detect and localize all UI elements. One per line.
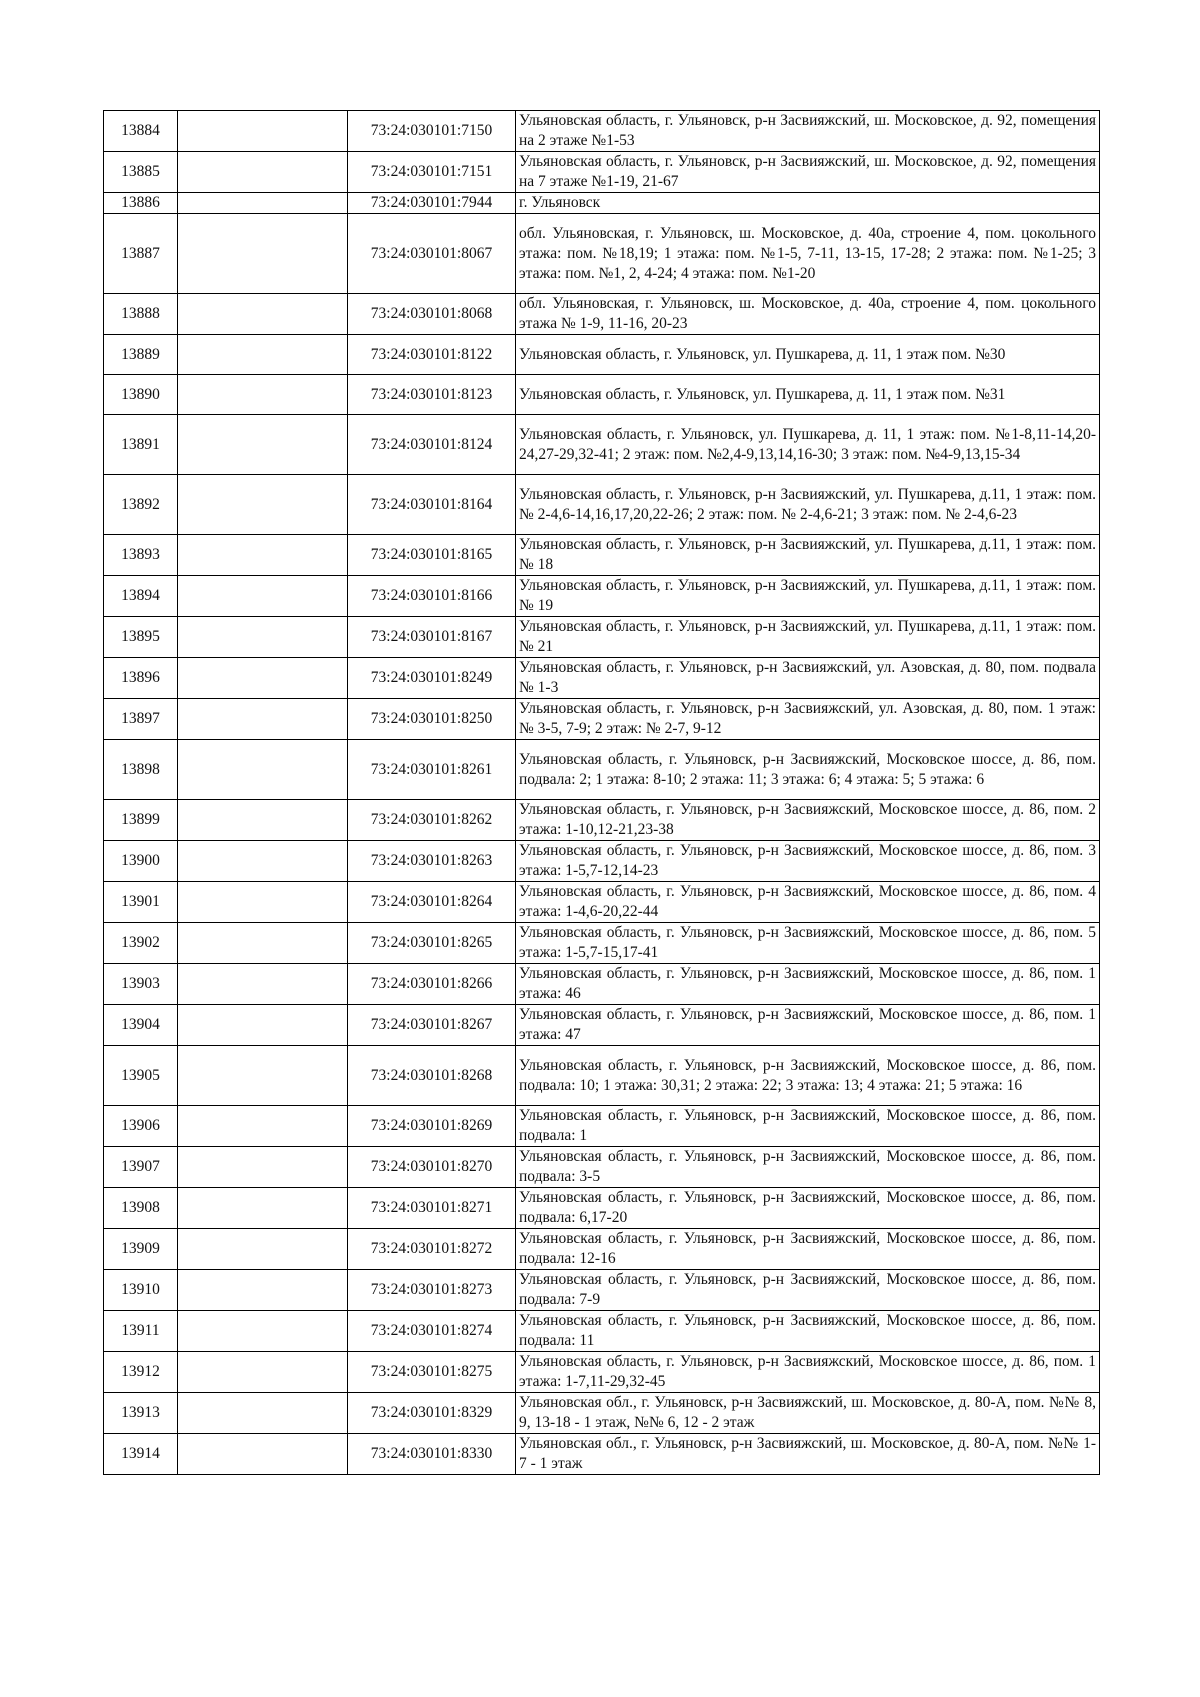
- object-name: [178, 1188, 348, 1229]
- row-number: 13884: [104, 111, 178, 152]
- object-address: Ульяновская область, г. Ульяновск, р-н Засвияжский, ш. Московское, д. 92, помещения на 7 этаже №1-19, 21-67: [516, 152, 1100, 193]
- object-address: Ульяновская область, г. Ульяновск, р-н Засвияжский, Московское шоссе, д. 86, пом. 4 этажа: 1-4,6-20,22-44: [516, 882, 1100, 923]
- table-row: [104, 152, 1100, 193]
- object-name: [178, 475, 348, 535]
- object-name: [178, 699, 348, 740]
- object-name: [178, 152, 348, 193]
- row-number: 13888: [104, 294, 178, 335]
- cadastral-number: 73:24:030101:8167: [348, 617, 516, 658]
- table-row: [104, 882, 1100, 923]
- property-table: [103, 110, 1100, 1475]
- object-address: Ульяновская область, г. Ульяновск, р-н Засвияжский, Московское шоссе, д. 86, пом. подвала: 2; 1 этажа: 8-10; 2 этажа: 11; 3 этажа: 6; 4 этажа: 5; 5 этажа: 6: [516, 740, 1100, 800]
- table-row: [104, 658, 1100, 699]
- object-name: [178, 882, 348, 923]
- object-name: [178, 1270, 348, 1311]
- row-number: 13897: [104, 699, 178, 740]
- cadastral-number: 73:24:030101:8273: [348, 1270, 516, 1311]
- table-row: [104, 1005, 1100, 1046]
- cadastral-number: 73:24:030101:8124: [348, 415, 516, 475]
- object-address: Ульяновская область, г. Ульяновск, р-н Засвияжский, Московское шоссе, д. 86, пом. 1 этажа: 46: [516, 964, 1100, 1005]
- object-name: [178, 1311, 348, 1352]
- row-number: 13913: [104, 1393, 178, 1434]
- cadastral-number: 73:24:030101:8165: [348, 535, 516, 576]
- cadastral-number: 73:24:030101:8067: [348, 214, 516, 294]
- object-address: Ульяновская область, г. Ульяновск, р-н Засвияжский, ул. Пушкарева, д.11, 1 этаж: пом. № 21: [516, 617, 1100, 658]
- cadastral-number: 73:24:030101:8262: [348, 800, 516, 841]
- table-row: [104, 1147, 1100, 1188]
- table-row: [104, 923, 1100, 964]
- object-name: [178, 375, 348, 415]
- row-number: 13901: [104, 882, 178, 923]
- row-number: 13900: [104, 841, 178, 882]
- cadastral-number: 73:24:030101:8068: [348, 294, 516, 335]
- object-address: обл. Ульяновская, г. Ульяновск, ш. Московское, д. 40а, строение 4, пом. цокольного этажа: пом. №18,19; 1 этажа: пом. №1-5, 7-11, 13-15, 17-28; 2 этажа: пом. №1-25; 3 этажа: пом. №1, 2, 4-24; 4 этажа: пом. №1-20: [516, 214, 1100, 294]
- object-name: [178, 335, 348, 375]
- cadastral-number: 73:24:030101:8266: [348, 964, 516, 1005]
- cadastral-number: 73:24:030101:8275: [348, 1352, 516, 1393]
- cadastral-number: 73:24:030101:8166: [348, 576, 516, 617]
- object-address: г. Ульяновск: [516, 193, 1100, 214]
- object-name: [178, 1229, 348, 1270]
- table-row: [104, 1434, 1100, 1475]
- row-number: 13885: [104, 152, 178, 193]
- object-address: Ульяновская область, г. Ульяновск, р-н Засвияжский, ул. Азовская, д. 80, пом. подвала № 1-3: [516, 658, 1100, 699]
- object-address: Ульяновская область, г. Ульяновск, р-н Засвияжский, ул. Пушкарева, д.11, 1 этаж: пом. № 2-4,6-14,16,17,20,22-26; 2 этаж: пом. № 2-4,6-21; 3 этаж: пом. № 2-4,6-23: [516, 475, 1100, 535]
- table-row: [104, 1393, 1100, 1434]
- row-number: 13896: [104, 658, 178, 699]
- object-name: [178, 658, 348, 699]
- object-name: [178, 964, 348, 1005]
- cadastral-number: 73:24:030101:7944: [348, 193, 516, 214]
- row-number: 13899: [104, 800, 178, 841]
- object-name: [178, 294, 348, 335]
- row-number: 13911: [104, 1311, 178, 1352]
- object-address: Ульяновская область, г. Ульяновск, р-н Засвияжский, ул. Азовская, д. 80, пом. 1 этаж: № 3-5, 7-9; 2 этаж: № 2-7, 9-12: [516, 699, 1100, 740]
- cadastral-number: 73:24:030101:8123: [348, 375, 516, 415]
- cadastral-number: 73:24:030101:8272: [348, 1229, 516, 1270]
- object-address: Ульяновская область, г. Ульяновск, ул. Пушкарева, д. 11, 1 этаж: пом. №1-8,11-14,20-24,27-29,32-41; 2 этаж: пом. №2,4-9,13,14,16-30; 3 этаж: пом. №4-9,13,15-34: [516, 415, 1100, 475]
- object-name: [178, 923, 348, 964]
- object-name: [178, 576, 348, 617]
- table-row: [104, 800, 1100, 841]
- object-name: [178, 193, 348, 214]
- table-row: [104, 1188, 1100, 1229]
- row-number: 13904: [104, 1005, 178, 1046]
- object-name: [178, 1393, 348, 1434]
- table-row: [104, 841, 1100, 882]
- table-body: [104, 111, 1100, 1475]
- table-row: [104, 415, 1100, 475]
- object-name: [178, 1106, 348, 1147]
- table-row: [104, 294, 1100, 335]
- table-row: [104, 335, 1100, 375]
- object-name: [178, 214, 348, 294]
- object-address: Ульяновская область, г. Ульяновск, р-н Засвияжский, ул. Пушкарева, д.11, 1 этаж: пом. № 18: [516, 535, 1100, 576]
- row-number: 13898: [104, 740, 178, 800]
- object-name: [178, 111, 348, 152]
- table-row: [104, 375, 1100, 415]
- row-number: 13889: [104, 335, 178, 375]
- object-address: Ульяновская область, г. Ульяновск, р-н Засвияжский, Московское шоссе, д. 86, пом. подвала: 11: [516, 1311, 1100, 1352]
- object-name: [178, 740, 348, 800]
- object-name: [178, 1352, 348, 1393]
- table-row: [104, 1106, 1100, 1147]
- row-number: 13886: [104, 193, 178, 214]
- table-row: [104, 964, 1100, 1005]
- object-name: [178, 617, 348, 658]
- cadastral-number: 73:24:030101:8270: [348, 1147, 516, 1188]
- object-name: [178, 1046, 348, 1106]
- table-row: [104, 475, 1100, 535]
- cadastral-number: 73:24:030101:8329: [348, 1393, 516, 1434]
- row-number: 13906: [104, 1106, 178, 1147]
- table-row: [104, 699, 1100, 740]
- cadastral-number: 73:24:030101:7150: [348, 111, 516, 152]
- document-page: [103, 110, 1099, 1475]
- cadastral-number: 73:24:030101:8269: [348, 1106, 516, 1147]
- table-row: [104, 1229, 1100, 1270]
- object-name: [178, 1434, 348, 1475]
- cadastral-number: 73:24:030101:8261: [348, 740, 516, 800]
- object-address: Ульяновская обл., г. Ульяновск, р-н Засвияжский, ш. Московское, д. 80-А, пом. №№ 1-7 - 1 этаж: [516, 1434, 1100, 1475]
- cadastral-number: 73:24:030101:8271: [348, 1188, 516, 1229]
- cadastral-number: 73:24:030101:8267: [348, 1005, 516, 1046]
- table-row: [104, 1270, 1100, 1311]
- row-number: 13892: [104, 475, 178, 535]
- cadastral-number: 73:24:030101:8268: [348, 1046, 516, 1106]
- table-row: [104, 214, 1100, 294]
- object-address: Ульяновская область, г. Ульяновск, р-н Засвияжский, Московское шоссе, д. 86, пом. подвала: 3-5: [516, 1147, 1100, 1188]
- object-name: [178, 535, 348, 576]
- table-row: [104, 617, 1100, 658]
- object-name: [178, 841, 348, 882]
- table-row: [104, 1352, 1100, 1393]
- object-address: Ульяновская область, г. Ульяновск, р-н Засвияжский, Московское шоссе, д. 86, пом. подвала: 12-16: [516, 1229, 1100, 1270]
- object-address: Ульяновская область, г. Ульяновск, р-н Засвияжский, ш. Московское, д. 92, помещения на 2 этаже №1-53: [516, 111, 1100, 152]
- row-number: 13905: [104, 1046, 178, 1106]
- object-address: Ульяновская область, г. Ульяновск, ул. Пушкарева, д. 11, 1 этаж пом. №31: [516, 375, 1100, 415]
- row-number: 13902: [104, 923, 178, 964]
- object-address: Ульяновская область, г. Ульяновск, р-н Засвияжский, Московское шоссе, д. 86, пом. подвала: 7-9: [516, 1270, 1100, 1311]
- row-number: 13909: [104, 1229, 178, 1270]
- row-number: 13890: [104, 375, 178, 415]
- table-row: [104, 193, 1100, 214]
- cadastral-number: 73:24:030101:8250: [348, 699, 516, 740]
- object-address: Ульяновская область, г. Ульяновск, р-н Засвияжский, Московское шоссе, д. 86, пом. 1 этажа: 1-7,11-29,32-45: [516, 1352, 1100, 1393]
- cadastral-number: 73:24:030101:7151: [348, 152, 516, 193]
- table-row: [104, 535, 1100, 576]
- object-address: Ульяновская область, г. Ульяновск, р-н Засвияжский, ул. Пушкарева, д.11, 1 этаж: пом. № 19: [516, 576, 1100, 617]
- object-address: Ульяновская область, г. Ульяновск, р-н Засвияжский, Московское шоссе, д. 86, пом. подвала: 1: [516, 1106, 1100, 1147]
- cadastral-number: 73:24:030101:8274: [348, 1311, 516, 1352]
- cadastral-number: 73:24:030101:8122: [348, 335, 516, 375]
- object-address: Ульяновская область, г. Ульяновск, р-н Засвияжский, Московское шоссе, д. 86, пом. 1 этажа: 47: [516, 1005, 1100, 1046]
- object-address: Ульяновская область, г. Ульяновск, ул. Пушкарева, д. 11, 1 этаж пом. №30: [516, 335, 1100, 375]
- table-row: [104, 1311, 1100, 1352]
- object-address: Ульяновская область, г. Ульяновск, р-н Засвияжский, Московское шоссе, д. 86, пом. подвала: 10; 1 этажа: 30,31; 2 этажа: 22; 3 этажа: 13; 4 этажа: 21; 5 этажа: 16: [516, 1046, 1100, 1106]
- row-number: 13907: [104, 1147, 178, 1188]
- object-address: Ульяновская область, г. Ульяновск, р-н Засвияжский, Московское шоссе, д. 86, пом. подвала: 6,17-20: [516, 1188, 1100, 1229]
- row-number: 13903: [104, 964, 178, 1005]
- row-number: 13914: [104, 1434, 178, 1475]
- object-address: Ульяновская область, г. Ульяновск, р-н Засвияжский, Московское шоссе, д. 86, пом. 3 этажа: 1-5,7-12,14-23: [516, 841, 1100, 882]
- object-name: [178, 1147, 348, 1188]
- cadastral-number: 73:24:030101:8263: [348, 841, 516, 882]
- object-name: [178, 800, 348, 841]
- table-row: [104, 1046, 1100, 1106]
- object-name: [178, 415, 348, 475]
- object-address: Ульяновская область, г. Ульяновск, р-н Засвияжский, Московское шоссе, д. 86, пом. 2 этажа: 1-10,12-21,23-38: [516, 800, 1100, 841]
- row-number: 13895: [104, 617, 178, 658]
- row-number: 13887: [104, 214, 178, 294]
- row-number: 13894: [104, 576, 178, 617]
- cadastral-number: 73:24:030101:8164: [348, 475, 516, 535]
- object-address: обл. Ульяновская, г. Ульяновск, ш. Московское, д. 40а, строение 4, пом. цокольного этажа № 1-9, 11-16, 20-23: [516, 294, 1100, 335]
- row-number: 13893: [104, 535, 178, 576]
- table-row: [104, 576, 1100, 617]
- row-number: 13908: [104, 1188, 178, 1229]
- row-number: 13891: [104, 415, 178, 475]
- object-address: Ульяновская область, г. Ульяновск, р-н Засвияжский, Московское шоссе, д. 86, пом. 5 этажа: 1-5,7-15,17-41: [516, 923, 1100, 964]
- object-name: [178, 1005, 348, 1046]
- cadastral-number: 73:24:030101:8265: [348, 923, 516, 964]
- table-row: [104, 111, 1100, 152]
- object-address: Ульяновская обл., г. Ульяновск, р-н Засвияжский, ш. Московское, д. 80-А, пом. №№ 8, 9, 13-18 - 1 этаж, №№ 6, 12 - 2 этаж: [516, 1393, 1100, 1434]
- cadastral-number: 73:24:030101:8249: [348, 658, 516, 699]
- cadastral-number: 73:24:030101:8264: [348, 882, 516, 923]
- table-row: [104, 740, 1100, 800]
- row-number: 13910: [104, 1270, 178, 1311]
- row-number: 13912: [104, 1352, 178, 1393]
- cadastral-number: 73:24:030101:8330: [348, 1434, 516, 1475]
